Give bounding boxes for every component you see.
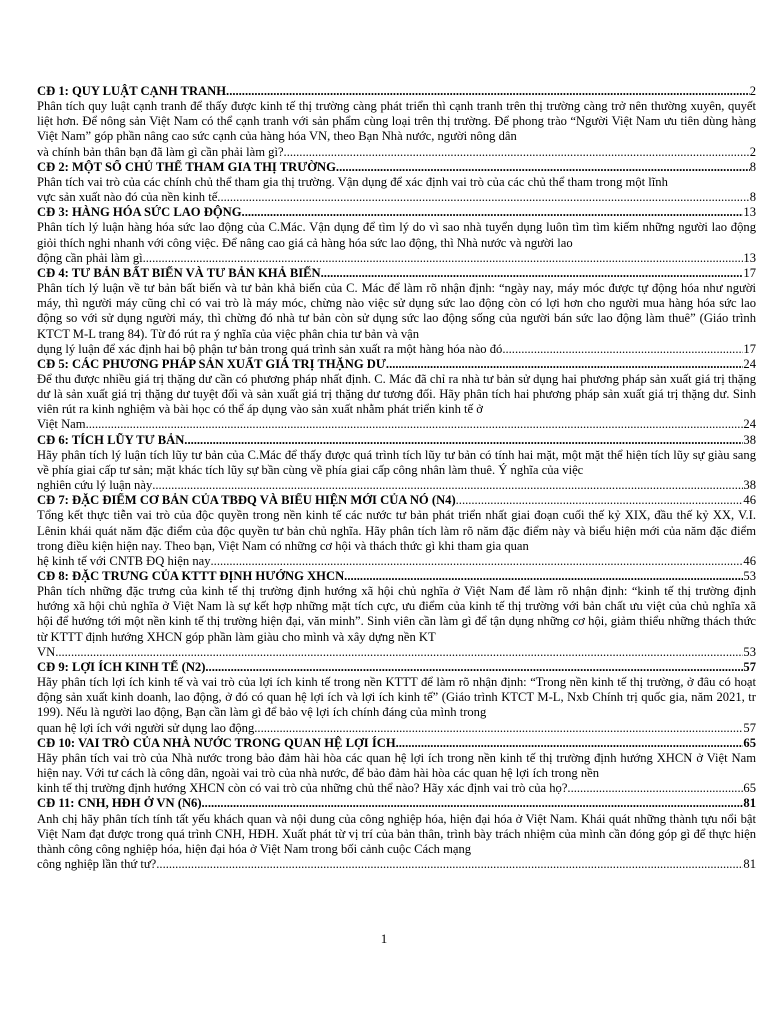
toc-heading-row[interactable] (37, 433, 756, 448)
toc-description: Phân tích những đặc trưng của kinh tế thị trường định hướng xã hội chủ nghĩa ở Việt Nam để làm rõ nhận định: “kinh tế thị trường định hướng xã hội chủ nghĩa ở Việt Nam là sự kết hợp những mặt tích cực, ưu điểm của kinh tế thị trường với bản chất ưu việt của chủ nghĩa xã hội để hướng tới một nền kinh tế thị trường hiện đại, văn minh”. Sinh viên cần làm gì để tận dụng những cơ hội, giảm thiểu những thách thức từ KTTT định hướng XHCN góp phần làm giàu cho mình và xây dựng nền KT (37, 584, 756, 644)
toc-description-last-line: Việt Nam (37, 417, 86, 432)
toc-description-page-number: 24 (743, 417, 756, 432)
toc-description: Tổng kết thực tiễn vai trò của độc quyền trong nền kinh tế các nước tư bản phát triển nhất giai đoạn cuối thế kỷ XIX, đầu thế kỷ XX, V.I. Lênin khái quát năm đặc điểm của độc quyền tư bản chủ nghĩa. Hãy phân tích làm rõ năm đặc điểm này và biểu hiện mới của năm đặc điểm trong điều kiện hiện nay. Theo bạn, Việt Nam có những cơ hội và thách thức gì khi tham gia quan (37, 508, 756, 553)
toc-description-page-number: 53 (743, 644, 756, 659)
toc-description-last-line: động cần phải làm gì (37, 250, 143, 265)
toc-entry-6 (37, 433, 756, 494)
toc-page-number: 13 (743, 205, 756, 220)
toc-description-last-line: kinh tế thị trường định hướng XHCN còn có vai trò của những chủ thể nào? Hãy xác định vai trò của họ? (37, 781, 568, 796)
toc-page-number: 46 (743, 493, 756, 508)
dot-leader (396, 736, 744, 751)
dot-leader (344, 569, 743, 584)
toc-description-last-row[interactable] (37, 417, 756, 432)
toc-description-last-row[interactable] (37, 251, 756, 266)
table-of-contents (37, 84, 756, 872)
toc-title: CĐ 2: MỘT SỐ CHỦ THỂ THAM GIA THỊ TRƯỜNG (37, 159, 336, 174)
toc-entry-9 (37, 660, 756, 736)
toc-description: Phân tích lý luận hàng hóa sức lao động của C.Mác. Vận dụng để tìm lý do vì sao nhà tuyển dụng luôn tìm tìm kiếm những người lao động giỏi thích nghi nhanh với công việc. Để nâng cao giá cả hàng hóa sức lao động, thì Nhà nước và người lao (37, 220, 756, 250)
toc-title: CĐ 7: ĐẶC ĐIỂM CƠ BẢN CỦA TBĐQ VÀ BIỂU HIỆN MỚI CỦA NÓ (N4) (37, 493, 456, 508)
toc-description-page-number: 13 (743, 250, 756, 265)
toc-page-number: 17 (743, 265, 756, 280)
toc-description-last-line: hệ kinh tế với CNTB ĐQ hiện nay (37, 553, 211, 568)
toc-description-last-row[interactable] (37, 857, 756, 872)
toc-description: Để thu được nhiều giá trị thặng dư cần có phương pháp nhất định. C. Mác đã chỉ ra nhà tư bản sử dụng hai phương pháp sản xuất giá trị thặng dư là sản xuất giá trị thặng dư tuyệt đối và sản xuất giá trị thặng dư tương đối. Hãy phân tích hai phương pháp sản xuất giá trị thặng dư. Sinh viên rút ra kinh nghiệm và bài học có thể áp dụng vào sản xuất nhằm phát triển kinh tế ở (37, 371, 756, 417)
toc-heading-row[interactable] (37, 736, 756, 751)
toc-heading-row[interactable] (37, 357, 756, 372)
toc-title: CĐ 4: TƯ BẢN BẤT BIẾN VÀ TƯ BẢN KHẢ BIẾN (37, 265, 321, 280)
toc-description-last-line: vực sản xuất nào đó của nền kinh tế. (37, 190, 221, 205)
toc-page-number: 8 (749, 159, 756, 174)
toc-entry-1 (37, 84, 756, 160)
toc-heading-row[interactable] (37, 493, 756, 508)
toc-description-last-row[interactable] (37, 478, 756, 493)
toc-description-page-number: 57 (743, 720, 756, 735)
dot-leader (152, 478, 743, 493)
dot-leader (567, 781, 743, 796)
toc-description-last-row[interactable] (37, 554, 756, 569)
toc-description-page-number: 38 (743, 478, 756, 493)
dot-leader (211, 554, 744, 569)
toc-description-last-line: công nghiệp lần thứ tư? (37, 856, 157, 871)
page-number-footer: 1 (380, 931, 388, 946)
toc-heading-row[interactable] (37, 205, 756, 220)
toc-description: Phân tích quy luật cạnh tranh để thấy được kinh tế thị trường càng phát triển thì cạnh tranh trên thị trường càng trở nên thường xuyên, quyết liệt hơn. Để nông sản Việt Nam có thể cạnh tranh với sản phẩm cùng loại trên thị trường. Để phong trào “Người Việt Nam ưu tiên dùng hàng Việt Nam” góp phần nâng cao sức cạnh của hàng hóa VN, theo Bạn Nhà nước, người nông dân (37, 99, 756, 144)
dot-leader (205, 660, 743, 675)
toc-description-page-number: 81 (743, 856, 756, 871)
dot-leader (242, 205, 744, 220)
toc-entry-11 (37, 796, 756, 872)
dot-leader (502, 342, 743, 357)
toc-page-number: 65 (743, 735, 756, 750)
toc-entry-5 (37, 357, 756, 433)
toc-heading-row[interactable] (37, 796, 756, 811)
toc-description-last-row[interactable] (37, 145, 756, 160)
toc-description-last-line: quan hệ lợi ích với người sử dụng lao động (37, 720, 255, 735)
toc-description-last-row[interactable] (37, 721, 756, 736)
toc-entry-3 (37, 205, 756, 266)
toc-heading-row[interactable] (37, 660, 756, 675)
dot-leader (386, 357, 743, 372)
toc-heading-row[interactable] (37, 266, 756, 281)
toc-description-page-number: 8 (749, 190, 756, 205)
dot-leader (184, 433, 743, 448)
dot-leader (226, 84, 750, 99)
dot-leader (336, 160, 750, 175)
toc-description: Hãy phân tích lợi ích kinh tế và vai trò của lợi ích kinh tế trong nền KTTT để làm rõ nhận định: “Trong nền kinh tế thị trường, ở đâu có hoạt động sản xuất kinh doanh, lao động, ở đó có quan hệ lợi ích và lợi ích kinh tế” (Giáo trình KTCT M-L, Nxb Chính trị quốc gia, năm 2021, tr 199). Nếu là người lao động, Bạn cần làm gì để bảo vệ lợi ích chính đáng của mình trong (37, 675, 756, 720)
toc-description: Anh chị hãy phân tích tính tất yếu khách quan và nội dung của công nghiệp hóa, hiện đại hóa ở Việt Nam. Khái quát những thành tựu nổi bật Việt Nam đạt được trong quá trình CNH, HĐH. Xuất phát từ vị trí của bản thân, trình bày trách nhiệm của mình cần đóng góp gì để thực hiện thành công công nghiệp hóa, hiện đại hóa ở Việt Nam trong bối cảnh cuộc Cách mạng (37, 811, 756, 856)
dot-leader (55, 645, 743, 660)
dot-leader (86, 417, 744, 432)
toc-heading-row[interactable] (37, 160, 756, 175)
toc-title: CĐ 5: CÁC PHƯƠNG PHÁP SẢN XUẤT GIÁ TRỊ THẶNG DƯ (37, 356, 386, 371)
toc-title: CĐ 9: LỢI ÍCH KINH TẾ (N2) (37, 659, 206, 674)
toc-description-last-row[interactable] (37, 342, 756, 357)
toc-title: CĐ 1: QUY LUẬT CẠNH TRANH (37, 84, 227, 98)
toc-page-number: 38 (743, 432, 756, 447)
toc-heading-row[interactable] (37, 569, 756, 584)
toc-page-number: 57 (743, 659, 756, 674)
toc-description-page-number: 65 (743, 781, 756, 796)
toc-title: CĐ 8: ĐẶC TRƯNG CỦA KTTT ĐỊNH HƯỚNG XHCN (37, 569, 345, 583)
dot-leader (321, 266, 744, 281)
toc-description-page-number: 17 (743, 341, 756, 356)
toc-title: CĐ 11: CNH, HĐH Ở VN (N6) (37, 796, 202, 811)
dot-leader (254, 721, 743, 736)
dot-leader (202, 796, 744, 811)
toc-page-number: 53 (743, 569, 756, 583)
toc-heading-row[interactable] (37, 84, 756, 99)
toc-description-last-line: VN (37, 644, 56, 659)
toc-title: CĐ 3: HÀNG HÓA SỨC LAO ĐỘNG (37, 205, 242, 220)
dot-leader (456, 493, 744, 508)
toc-title: CĐ 6: TÍCH LŨY TƯ BẢN (37, 432, 185, 447)
toc-description: Phân tích lý luận về tư bản bất biến và tư bản khả biến của C. Mác để làm rõ nhận định: “ngày nay, máy móc được tự động hóa như người máy, thì người máy cũng chỉ có vai trò là máy móc, chừng nào việc sử dụng sức lao động còn có lợi hơn cho người mua hàng hóa sức lao động so với sử dụng người máy, thì chừng đó nhà tư bản còn sử dụng sức lao động sống của người bán sức lao động làm thuê” (Giáo trình KTCT M-L trang 84). Từ đó rút ra ý nghĩa của việc phân chia tư bản và vận (37, 281, 756, 341)
toc-description: Hãy phân tích vai trò của Nhà nước trong bảo đảm hài hòa các quan hệ lợi ích trong nền kinh tế thị trường định hướng XHCN ở Việt Nam hiện nay. Với tư cách là công dân, ngoài vai trò của nhà nước, để bảo đảm hài hòa các quan hệ lợi ích trong nền (37, 750, 756, 781)
toc-page-number: 24 (743, 356, 756, 371)
toc-description-page-number: 2 (749, 144, 756, 159)
toc-entry-2 (37, 160, 756, 205)
toc-description-last-row[interactable] (37, 781, 756, 796)
toc-title: CĐ 10: VAI TRÒ CỦA NHÀ NƯỚC TRONG QUAN HỆ LỢI ÍCH (37, 735, 396, 750)
toc-description-last-row[interactable] (37, 645, 756, 660)
toc-description-page-number: 46 (743, 553, 756, 568)
toc-description-last-line: và chính bản thân bạn đã làm gì cần phải làm gì? (37, 144, 284, 159)
toc-description: Hãy phân tích lý luận tích lũy tư bản của C.Mác để thấy được quá trình tích lũy tư bản có tính hai mặt, một mặt thể hiện tích lũy sự giàu sang về phía giai cấp tư sản; mặt khác tích lũy sự bần cùng về phía giai cấp công nhân làm thuê. Ý nghĩa của việc (37, 447, 756, 477)
dot-leader (143, 251, 744, 266)
toc-entry-8 (37, 569, 756, 660)
toc-entry-4 (37, 266, 756, 357)
toc-entry-10 (37, 736, 756, 797)
toc-page-number: 2 (749, 84, 756, 98)
toc-description: Phân tích vai trò của các chính chủ thể tham gia thị trường. Vận dụng để xác định vai trò của các chủ thể tham trong một lĩnh (37, 174, 668, 189)
dot-leader (156, 857, 743, 872)
dot-leader (284, 145, 750, 160)
toc-description-last-row[interactable] (37, 190, 756, 205)
toc-entry-7 (37, 493, 756, 569)
toc-page-number: 81 (743, 796, 756, 811)
toc-description-last-line: dụng lý luận để xác định hai bộ phận tư bản trong quá trình sản xuất ra một hàng hóa nào đó (37, 341, 503, 356)
dot-leader (220, 190, 749, 205)
toc-description-last-line: nghiên cứu lý luận này (37, 478, 153, 493)
